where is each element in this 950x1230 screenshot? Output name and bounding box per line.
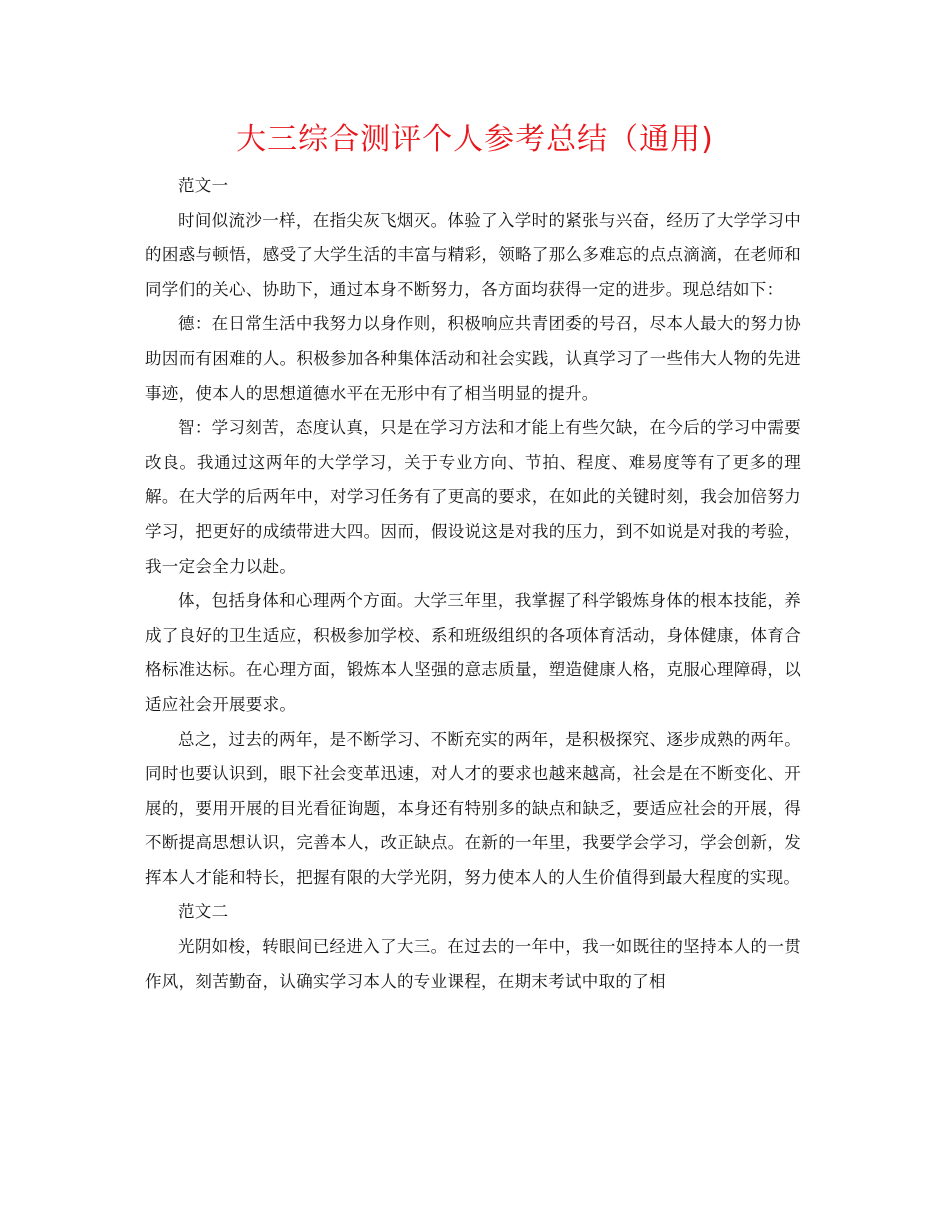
paragraph-sample-two-intro: 光阴如梭，转眼间已经进入了大三。在过去的一年中，我一如既往的坚持本人的一贯作风，刻苦勤奋，认确实学习本人的专业课程，在期末考试中取的了相 (145, 937, 801, 991)
paragraph-morality: 德：在日常生活中我努力以身作则，积极响应共青团委的号召，尽本人最大的努力协助因而有困难的人。积极参加各种集体活动和社会实践，认真学习了一些伟大人物的先进事迹，使本人的思想道德水平在无形中有了相当明显的提升。 (145, 314, 801, 403)
paragraph-physical: 体，包括身体和心理两个方面。大学三年里，我掌握了科学锻炼身体的根本技能，养成了良好的卫生适应，积极参加学校、系和班级组织的各项体育活动，身体健康，体育合格标准达标。在心理方面，锻炼本人坚强的意志质量，塑造健康人格，克服心理障碍，以适应社会开展要求。 (145, 591, 801, 714)
paragraph-conclusion: 总之，过去的两年，是不断学习、不断充实的两年，是积极探究、逐步成熟的两年。同时也要认识到，眼下社会变革迅速，对人才的要求也越来越高，社会是在不断变化、开展的，要用开展的目光看征询题，本身还有特别多的缺点和缺乏，要适应社会的开展，得不断提高思想认识，完善本人，改正缺点。在新的一年里，我要学会学习，学会创新，发挥本人才能和特长，把握有限的大学光阴，努力使本人的人生价值得到最大程度的实现。 (145, 729, 801, 887)
paragraph-intro: 时间似流沙一样，在指尖灰飞烟灭。体验了入学时的紧张与兴奋，经历了大学学习中的困惑与顿悟，感受了大学生活的丰富与精彩，领略了那么多难忘的点点滴滴，在老师和同学们的关心、协助下，通过本身不断努力，各方面均获得一定的进步。现总结如下： (145, 210, 801, 299)
document-title: 大三综合测评个人参考总结（通用) (236, 122, 714, 157)
document-body (145, 169, 801, 999)
paragraph-intellect: 智：学习刻苦，态度认真，只是在学习方法和才能上有些欠缺，在今后的学习中需要改良。我通过这两年的大学学习，关于专业方向、节拍、程度、难易度等有了更多的理解。在大学的后两年中，对学习任务有了更高的要求，在如此的关键时刻，我会加倍努力学习，把更好的成绩带进大四。因而，假设说这是对我的压力，到不如说是对我的考验，我一定会全力以赴。 (145, 418, 801, 576)
section-heading-sample-one: 范文一 (178, 176, 229, 195)
section-heading-sample-two: 范文二 (178, 902, 229, 922)
